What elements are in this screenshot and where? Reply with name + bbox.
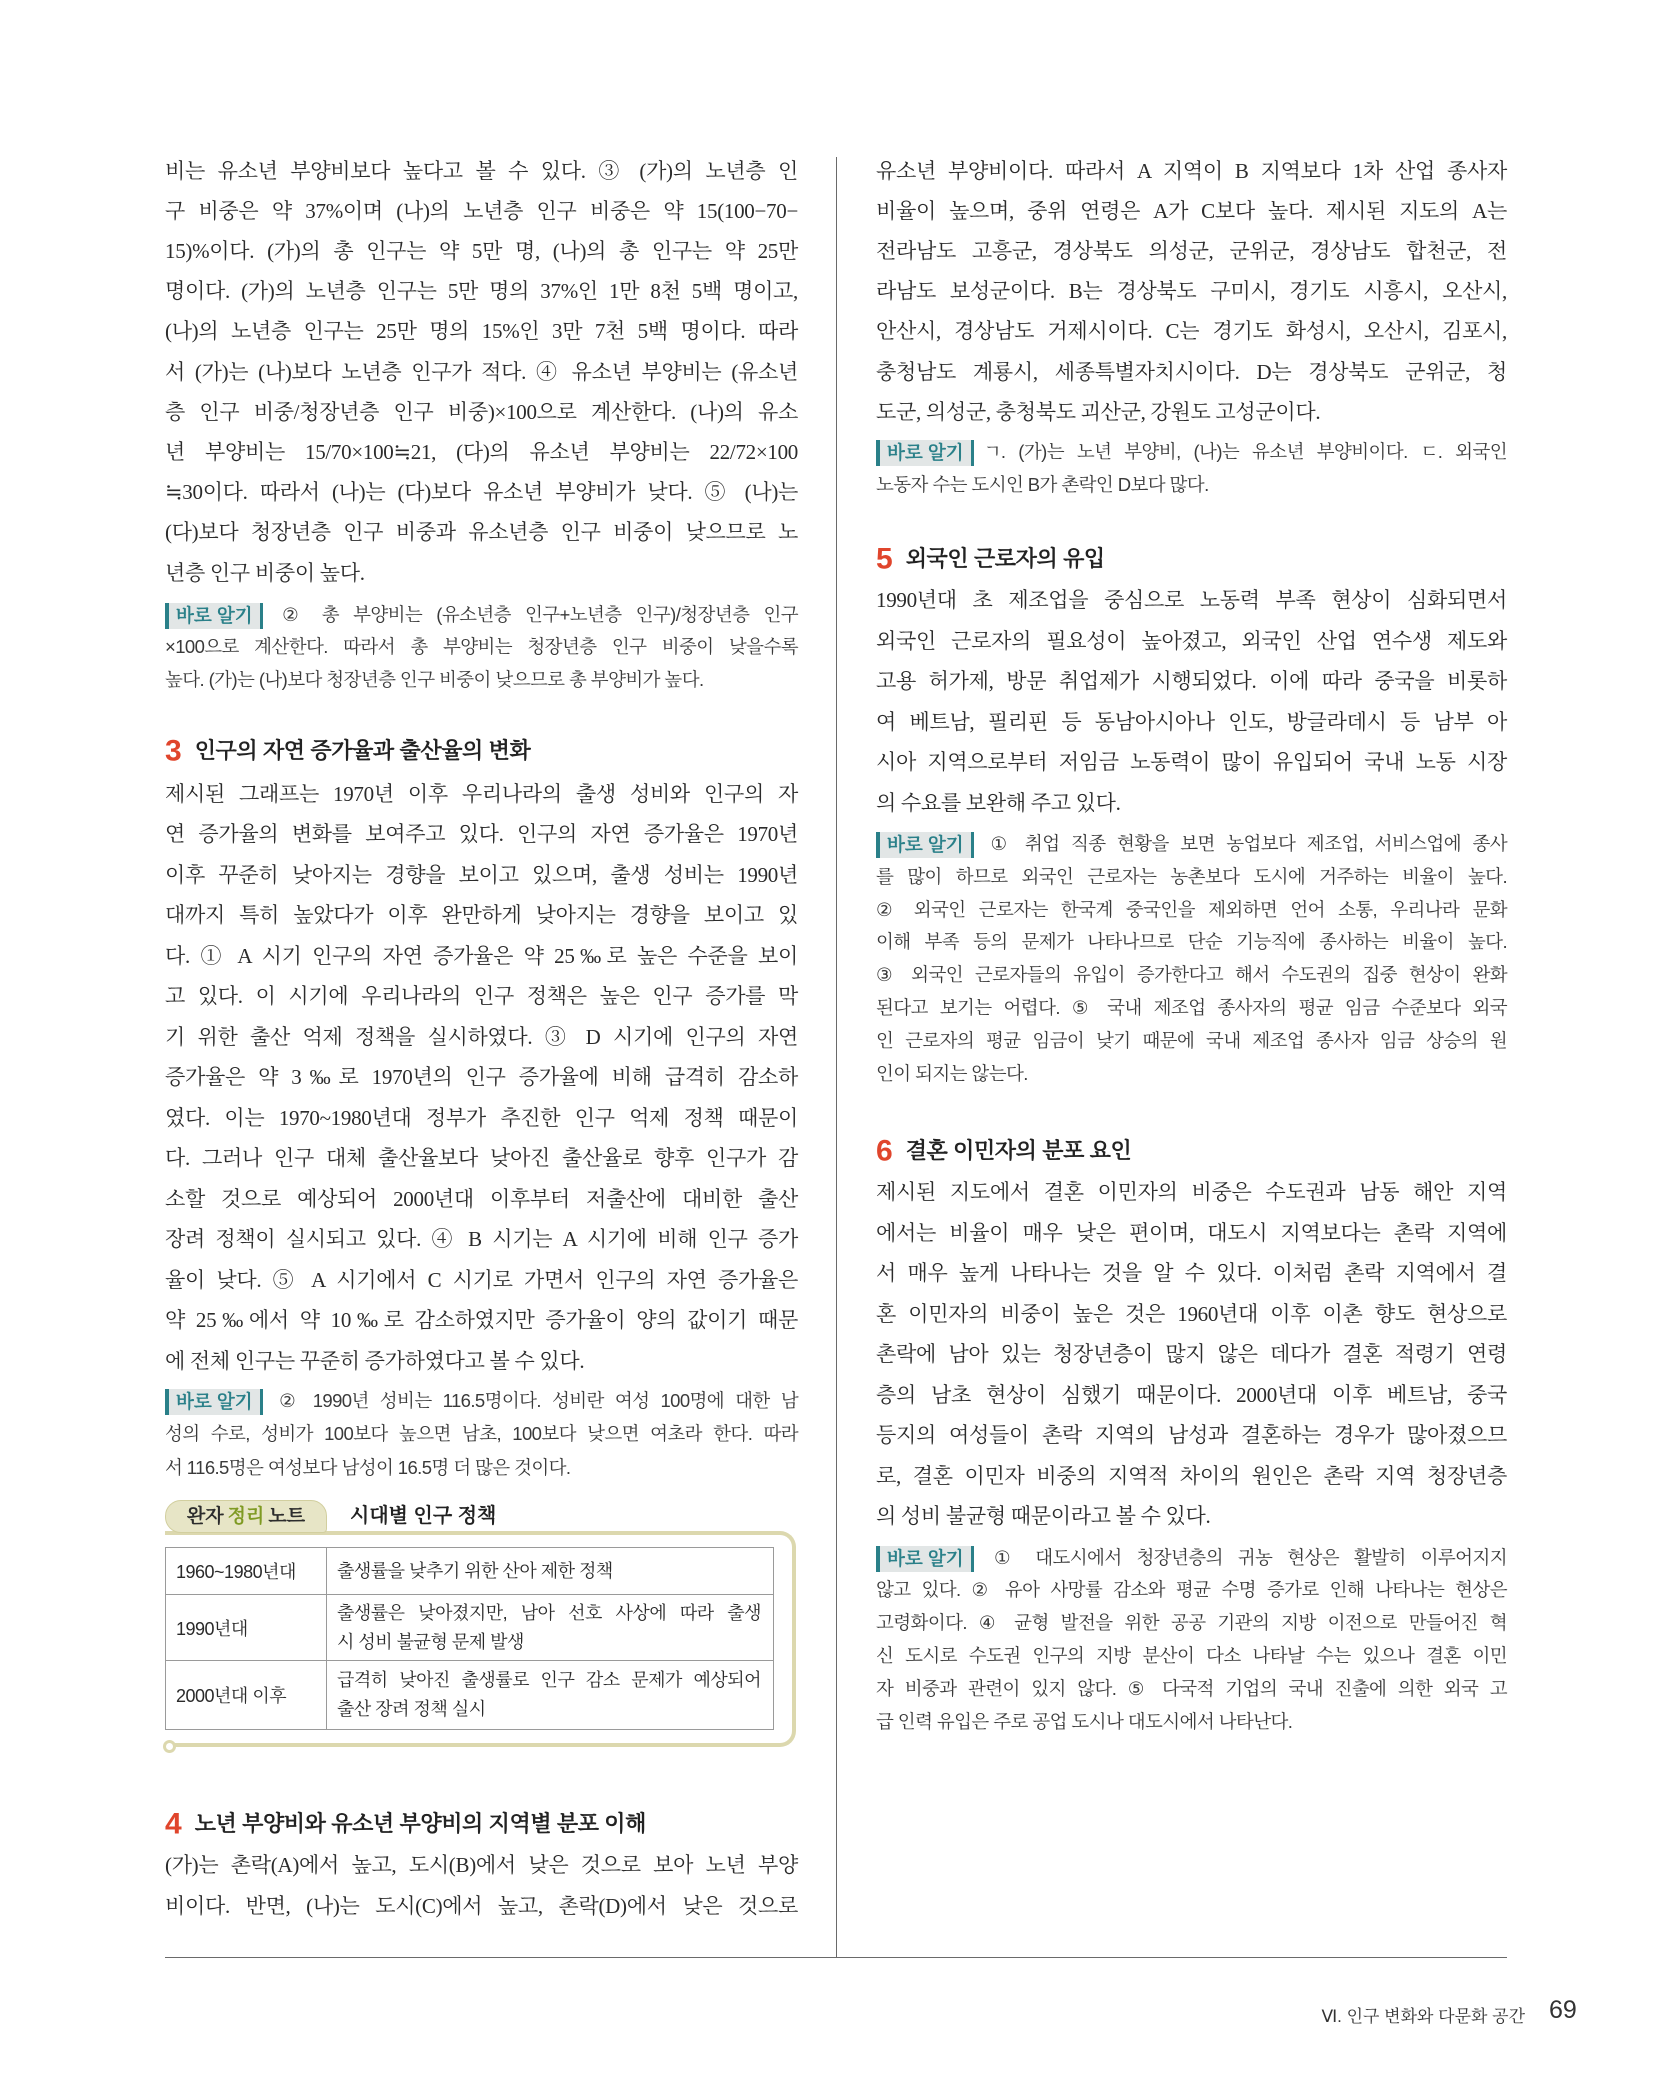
text-line: 시아 지역으로부터 저임금 노동력이 많이 유입되어 국내 노동 시장: [876, 750, 1507, 775]
text-line: 의 수요를 보완해 주고 있다.: [876, 790, 1121, 815]
text-line: 성의 수로, 성비가 100보다 높으면 남초, 100보다 낮으면 여초라 한다. 따라: [165, 1423, 798, 1445]
text-line: 노동자 수는 도시인 B가 촌락인 D보다 많다.: [876, 473, 1209, 495]
text-line: 서 116.5명은 여성보다 남성이 16.5명 더 많은 것이다.: [165, 1456, 571, 1478]
text-line: 신 도시로 수도권 인구의 지방 분산이 다소 나타날 수는 있으나 결혼 이민: [876, 1644, 1507, 1666]
section-4-paragraph-continued: [876, 151, 1507, 432]
text-line: 를 많이 하므로 외국인 근로자는 농촌보다 도시에 거주하는 비율이 높다.: [876, 865, 1507, 887]
text-line: 에 전체 인구는 꾸준히 증가하였다고 볼 수 있다.: [165, 1348, 585, 1373]
text-line: 출산 장려 정책 실시: [337, 1699, 486, 1719]
text-line: 서 매우 높게 나타나는 것을 알 수 있다. 이처럼 촌락 지역에서 결: [876, 1261, 1507, 1286]
text-line: 명이다. (가)의 노년층 인구는 5만 명의 37%인 1만 8천 5백 명이고,: [165, 279, 798, 304]
quick-check-note: [165, 599, 798, 697]
table-row: [166, 1661, 774, 1730]
policy-text: [337, 1666, 761, 1724]
text-line: 외국인 근로자의 필요성이 높아졌고, 외국인 산업 연수생 제도와: [876, 628, 1507, 653]
text-line: 고용 허가제, 방문 취업제가 시행되었다. 이에 따라 중국을 비롯하: [876, 669, 1507, 694]
text-line: 율이 낮다. ⑤ A 시기에서 C 시기로 가면서 인구의 자연 증가율은: [165, 1267, 798, 1292]
quick-check-label: 바로 알기: [876, 1546, 974, 1572]
text-line: 였다. 이는 1970~1980년대 정부가 추진한 인구 억제 정책 때문이: [165, 1105, 798, 1130]
summary-note-frame-end-dot: [163, 1740, 176, 1753]
text-line: [165, 599, 798, 632]
quick-check-label: 바로 알기: [876, 832, 974, 858]
section-title: 노년 부양비와 유소년 부양비의 지역별 분포 이해: [194, 1810, 647, 1836]
section-number: 5: [876, 542, 893, 576]
text-line: 증가율은 약 3‰로 1970년의 인구 증가율에 비해 급격히 감소하: [165, 1065, 798, 1089]
quick-check-note: [165, 1384, 798, 1484]
quick-check-label: 바로 알기: [165, 603, 263, 629]
text-line: 다. 그러나 인구 대체 출산율보다 낮아진 출산율로 향후 인구가 감: [165, 1146, 798, 1170]
text-line: 자 비중과 관련이 있지 않다. ⑤ 다국적 기업의 국내 진출에 의한 외국 고: [876, 1677, 1507, 1699]
text-line: (나)의 노년층 인구는 25만 명의 15%인 3만 7천 5백 명이다. 따라: [165, 319, 798, 344]
text-line: 장려 정책이 실시되고 있다. ④ B 시기는 A 시기에 비해 인구 증가: [165, 1227, 798, 1251]
text-line: 라남도 보성군이다. B는 경상북도 구미시, 경기도 시흥시, 오산시,: [876, 279, 1507, 304]
section-4-paragraph: [165, 1845, 798, 1927]
section-number: 3: [165, 734, 182, 768]
text-line: 년층 인구 비중이 높다.: [165, 560, 365, 585]
table-row: [166, 1548, 774, 1595]
text-line: 유소년 부양비이다. 따라서 A 지역이 B 지역보다 1차 산업 종사자: [876, 158, 1507, 183]
policy-cell: [327, 1595, 774, 1661]
text-line: ③ 외국인 근로자들의 유입이 증가한다고 해서 수도권의 집중 현상이 완화: [876, 964, 1507, 986]
policy-table: [165, 1547, 774, 1730]
text-line: 제시된 지도에서 결혼 이민자의 비중은 수도권과 남동 해안 지역: [876, 1180, 1507, 1205]
section-number: 4: [165, 1806, 182, 1840]
text-line-content: ② 총 부양비는 (유소년층 인구+노년층 인구)/청장년층 인구: [272, 603, 798, 625]
policy-cell: [327, 1661, 774, 1730]
text-line: 도군, 의성군, 충청북도 괴산군, 강원도 고성군이다.: [876, 399, 1321, 424]
text-line: 고령화이다. ④ 균형 발전을 위한 공공 기관의 지방 이전으로 만들어진 혁: [876, 1612, 1507, 1634]
section-title: 결혼 이민자의 분포 요인: [905, 1138, 1132, 1164]
paragraph-continued: [165, 151, 798, 593]
policy-text: [337, 1557, 761, 1586]
tab-word: 노트: [268, 1506, 306, 1527]
text-line: 대까지 특히 높았다가 이후 완만하게 낮아지는 경향을 보이고 있: [165, 903, 798, 927]
text-line: 약 25‰에서 약 10‰로 감소하였지만 증가율이 양의 값이기 때문: [165, 1308, 798, 1332]
text-line: 에서는 비율이 매우 낮은 편이며, 대도시 지역보다는 촌락 지역에: [876, 1220, 1507, 1245]
text-line: 급 인력 유입은 주로 공업 도시나 대도시에서 나타난다.: [876, 1710, 1293, 1732]
text-line: 의 성비 불균형 때문이라고 볼 수 있다.: [876, 1504, 1211, 1529]
text-line: [876, 1542, 1507, 1575]
quick-check-note: [876, 435, 1507, 501]
text-line: 년 부양비는 15/70×100≒21, (다)의 유소년 부양비는 22/72×100: [165, 440, 798, 464]
quick-check-note: [876, 1542, 1507, 1739]
text-line: 시 성비 불균형 문제 발생: [337, 1631, 524, 1652]
section-heading-3: [165, 731, 798, 771]
text-line: 비는 유소년 부양비보다 높다고 볼 수 있다. ③ (가)의 노년층 인: [165, 158, 798, 183]
policy-text: [337, 1599, 761, 1657]
text-line: 서 (가)는 (나)보다 노년층 인구가 적다. ④ 유소년 부양비는 (유소년: [165, 359, 798, 384]
section-number: 6: [876, 1134, 893, 1168]
text-line: 비이다. 반면, (나)는 도시(C)에서 높고, 촌락(D)에서 낮은 것으로: [165, 1893, 798, 1918]
period-cell: 1990년대: [166, 1595, 327, 1661]
section-heading-4: [165, 1804, 798, 1844]
section-6-paragraph: [876, 1172, 1507, 1537]
text-line: 1990년대 초 제조업을 중심으로 노동력 부족 현상이 심화되면서: [876, 588, 1507, 612]
text-line: 안산시, 경상남도 거제시이다. C는 경기도 화성시, 오산시, 김포시,: [876, 319, 1507, 344]
text-line: [876, 828, 1507, 861]
text-line: 층의 남초 현상이 심했기 때문이다. 2000년대 이후 베트남, 중국: [876, 1382, 1507, 1407]
text-line: 여 베트남, 필리핀 등 동남아시아나 인도, 방글라데시 등 남부 아: [876, 709, 1507, 734]
text-line: ×100으로 계산한다. 따라서 총 부양비는 청장년층 인구 비중이 낮을수록: [165, 636, 798, 658]
page-number: 69: [1549, 1996, 1577, 2024]
text-line: 구 비중은 약 37%이며 (나)의 노년층 인구 비중은 약 15(100−70−: [165, 198, 798, 223]
text-line: 이해 부족 등의 문제가 나타나므로 단순 기능직에 종사하는 비율이 높다.: [876, 931, 1507, 953]
text-line: ② 외국인 근로자는 한국계 중국인을 제외하면 언어 소통, 우리나라 문화: [876, 898, 1507, 920]
section-heading-6: [876, 1131, 1507, 1171]
column-divider: [836, 157, 837, 1957]
text-line: 출생률을 낮추기 위한 산아 제한 정책: [337, 1560, 613, 1581]
quick-check-label: 바로 알기: [165, 1389, 263, 1415]
text-line: 소할 것으로 예상되어 2000년대 이후부터 저출산에 대비한 출산: [165, 1186, 798, 1211]
section-heading-5: [876, 539, 1507, 579]
text-line: 비율이 높으며, 중위 연령은 A가 C보다 높다. 제시된 지도의 A는: [876, 198, 1507, 223]
policy-cell: [327, 1548, 774, 1595]
text-line: 높다. (가)는 (나)보다 청장년층 인구 비중이 낮으므로 총 부양비가 높다.: [165, 668, 704, 690]
text-line: [876, 435, 1507, 468]
text-line: 인 근로자의 평균 임금이 낮기 때문에 국내 제조업 종사자 임금 상승의 원: [876, 1029, 1507, 1051]
section-title: 외국인 근로자의 유입: [905, 546, 1105, 572]
section-title: 인구의 자연 증가율과 출산율의 변화: [194, 738, 531, 764]
text-line: 로, 결혼 이민자 비중의 지역적 차이의 원인은 촌락 지역 청장년층: [876, 1463, 1507, 1488]
chapter-footer: Ⅵ. 인구 변화와 다문화 공간: [1321, 2007, 1525, 2026]
section-3-paragraph: [165, 774, 798, 1382]
tab-word-highlight: 정리: [227, 1506, 265, 1527]
text-line-content: ① 대도시에서 청장년층의 귀농 현상은 활발히 이루어지지: [983, 1546, 1507, 1568]
text-line: [165, 1384, 798, 1417]
text-line: 충청남도 계룡시, 세종특별자치시이다. D는 경상북도 군위군, 청: [876, 359, 1507, 384]
text-line-content: ② 1990년 성비는 116.5명이다. 성비란 여성 100명에 대한 남: [272, 1390, 798, 1411]
text-line: 다. ① A 시기 인구의 자연 증가율은 약 25‰로 높은 수준을 보이: [165, 943, 798, 968]
text-line: ≒30이다. 따라서 (나)는 (다)보다 유소년 부양비가 낮다. ⑤ (나)는: [165, 480, 798, 505]
section-5-paragraph: [876, 580, 1507, 823]
text-line: 연 증가율의 변화를 보여주고 있다. 인구의 자연 증가율은 1970년: [165, 822, 798, 846]
text-line: 인이 되지는 않는다.: [876, 1062, 1028, 1084]
bottom-rule: [165, 1957, 1507, 1958]
text-line: 급격히 낮아진 출생률로 인구 감소 문제가 예상되어: [337, 1670, 761, 1690]
text-line: 고 있다. 이 시기에 우리나라의 인구 정책은 높은 인구 증가를 막: [165, 984, 798, 1008]
text-line: 출생률은 낮아졌지만, 남아 선호 사상에 따라 출생: [337, 1602, 761, 1623]
text-line: 15)%이다. (가)의 총 인구는 약 5만 명, (나)의 총 인구는 약 25만: [165, 239, 798, 264]
quick-check-label: 바로 알기: [876, 440, 974, 466]
text-line: 등지의 여성들이 촌락 지역의 남성과 결혼하는 경우가 많아졌으므: [876, 1423, 1507, 1448]
period-cell: 1960~1980년대: [166, 1548, 327, 1595]
table-row: [166, 1595, 774, 1661]
text-line: 제시된 그래프는 1970년 이후 우리나라의 출생 성비와 인구의 자: [165, 781, 798, 806]
period-cell: 2000년대 이후: [166, 1661, 327, 1730]
text-line-content: ① 취업 직종 현황을 보면 농업보다 제조업, 서비스업에 종사: [983, 833, 1507, 854]
text-line: (다)보다 청장년층 인구 비중과 유소년층 인구 비중이 낮으므로 노: [165, 520, 798, 545]
summary-note-title: 시대별 인구 정책: [350, 1505, 497, 1527]
text-line: 혼 이민자의 비중이 높은 것은 1960년대 이후 이촌 향도 현상으로: [876, 1301, 1507, 1326]
summary-note-tab: [165, 1500, 327, 1533]
text-line: 이후 꾸준히 낮아지는 경향을 보이고 있으며, 출생 성비는 1990년: [165, 862, 798, 887]
text-line: 촌락에 남아 있는 청장년층이 많지 않은 데다가 결혼 적령기 연령: [876, 1342, 1507, 1367]
tab-word: 완자: [186, 1506, 224, 1527]
text-line: 층 인구 비중/청장년층 인구 비중)×100으로 계산한다. (나)의 유소: [165, 399, 798, 424]
text-line: (가)는 촌락(A)에서 높고, 도시(B)에서 낮은 것으로 보아 노년 부양: [165, 1852, 798, 1877]
quick-check-note: [876, 828, 1507, 1090]
text-line: 전라남도 고흥군, 경상북도 의성군, 군위군, 경상남도 합천군, 전: [876, 239, 1507, 264]
text-line: 기 위한 출산 억제 정책을 실시하였다. ③ D 시기에 인구의 자연: [165, 1024, 798, 1049]
text-line: 않고 있다. ② 유아 사망률 감소와 평균 수명 증가로 인해 나타나는 현상은: [876, 1579, 1507, 1601]
text-line-content: ㄱ. (가)는 노년 부양비, (나)는 유소년 부양비이다. ㄷ. 외국인: [983, 440, 1507, 462]
text-line: 된다고 보기는 어렵다. ⑤ 국내 제조업 종사자의 평균 임금 수준보다 외국: [876, 996, 1507, 1018]
